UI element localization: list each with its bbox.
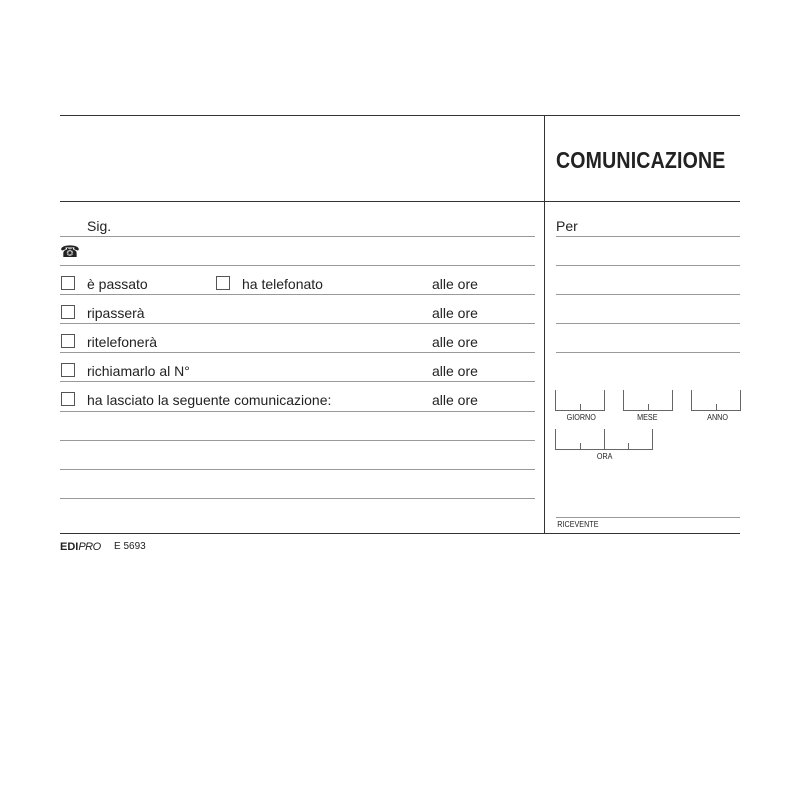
message-line[interactable] xyxy=(60,498,535,499)
receiver-line[interactable] xyxy=(556,517,740,518)
receiver-label: RICEVENTE xyxy=(557,520,599,529)
year-box[interactable] xyxy=(691,390,741,411)
option-label: ritelefonerà xyxy=(87,334,158,350)
brand-logo xyxy=(60,541,101,553)
per-line[interactable] xyxy=(556,294,740,295)
phone-line[interactable] xyxy=(60,265,535,266)
option-label: ha telefonato xyxy=(242,276,323,292)
time-label-ora: ORA xyxy=(596,452,613,461)
brand-italic: PRO xyxy=(78,541,101,553)
option-label: è passato xyxy=(87,276,148,292)
per-line[interactable] xyxy=(556,265,740,266)
message-line[interactable] xyxy=(60,469,535,470)
per-label: Per xyxy=(556,218,578,234)
time-label: alle ore xyxy=(432,334,478,350)
bottom-border xyxy=(60,533,740,534)
month-label: MESE xyxy=(637,413,658,422)
time-label: alle ore xyxy=(432,305,478,321)
checkbox-comunicazione[interactable] xyxy=(61,392,75,406)
checkbox-ripassera[interactable] xyxy=(61,305,75,319)
time-label: alle ore xyxy=(432,276,478,292)
telephone-icon: ☎ xyxy=(60,244,80,261)
option-label: ha lasciato la seguente comunicazione: xyxy=(87,392,332,408)
checkbox-ritelefonera[interactable] xyxy=(61,334,75,348)
year-label: ANNO xyxy=(707,413,728,422)
checkbox-richiamarlo[interactable] xyxy=(61,363,75,377)
column-divider xyxy=(544,115,545,533)
day-label: GIORNO xyxy=(566,413,596,422)
checkbox-telefonato[interactable] xyxy=(216,276,230,290)
row-line xyxy=(60,381,535,382)
per-line[interactable] xyxy=(556,323,740,324)
option-label: ripasserà xyxy=(87,305,145,321)
top-border xyxy=(60,115,740,116)
form-title: COMUNICAZIONE xyxy=(556,147,726,173)
row-line xyxy=(60,294,535,295)
per-line[interactable] xyxy=(556,236,740,237)
per-line[interactable] xyxy=(556,352,740,353)
option-label: richiamarlo al N° xyxy=(87,363,190,379)
brand-bold: EDI xyxy=(60,541,79,553)
row-line xyxy=(60,411,535,412)
row-line xyxy=(60,323,535,324)
product-code: E 5693 xyxy=(114,541,146,552)
message-line[interactable] xyxy=(60,440,535,441)
month-box[interactable] xyxy=(623,390,673,411)
day-box[interactable] xyxy=(555,390,605,411)
header-divider xyxy=(60,201,740,202)
sig-label: Sig. xyxy=(87,218,112,234)
sig-line[interactable] xyxy=(60,236,535,237)
time-label: alle ore xyxy=(432,392,478,408)
checkbox-passato[interactable] xyxy=(61,276,75,290)
row-line xyxy=(60,352,535,353)
time-label: alle ore xyxy=(432,363,478,379)
time-box[interactable] xyxy=(555,429,653,450)
